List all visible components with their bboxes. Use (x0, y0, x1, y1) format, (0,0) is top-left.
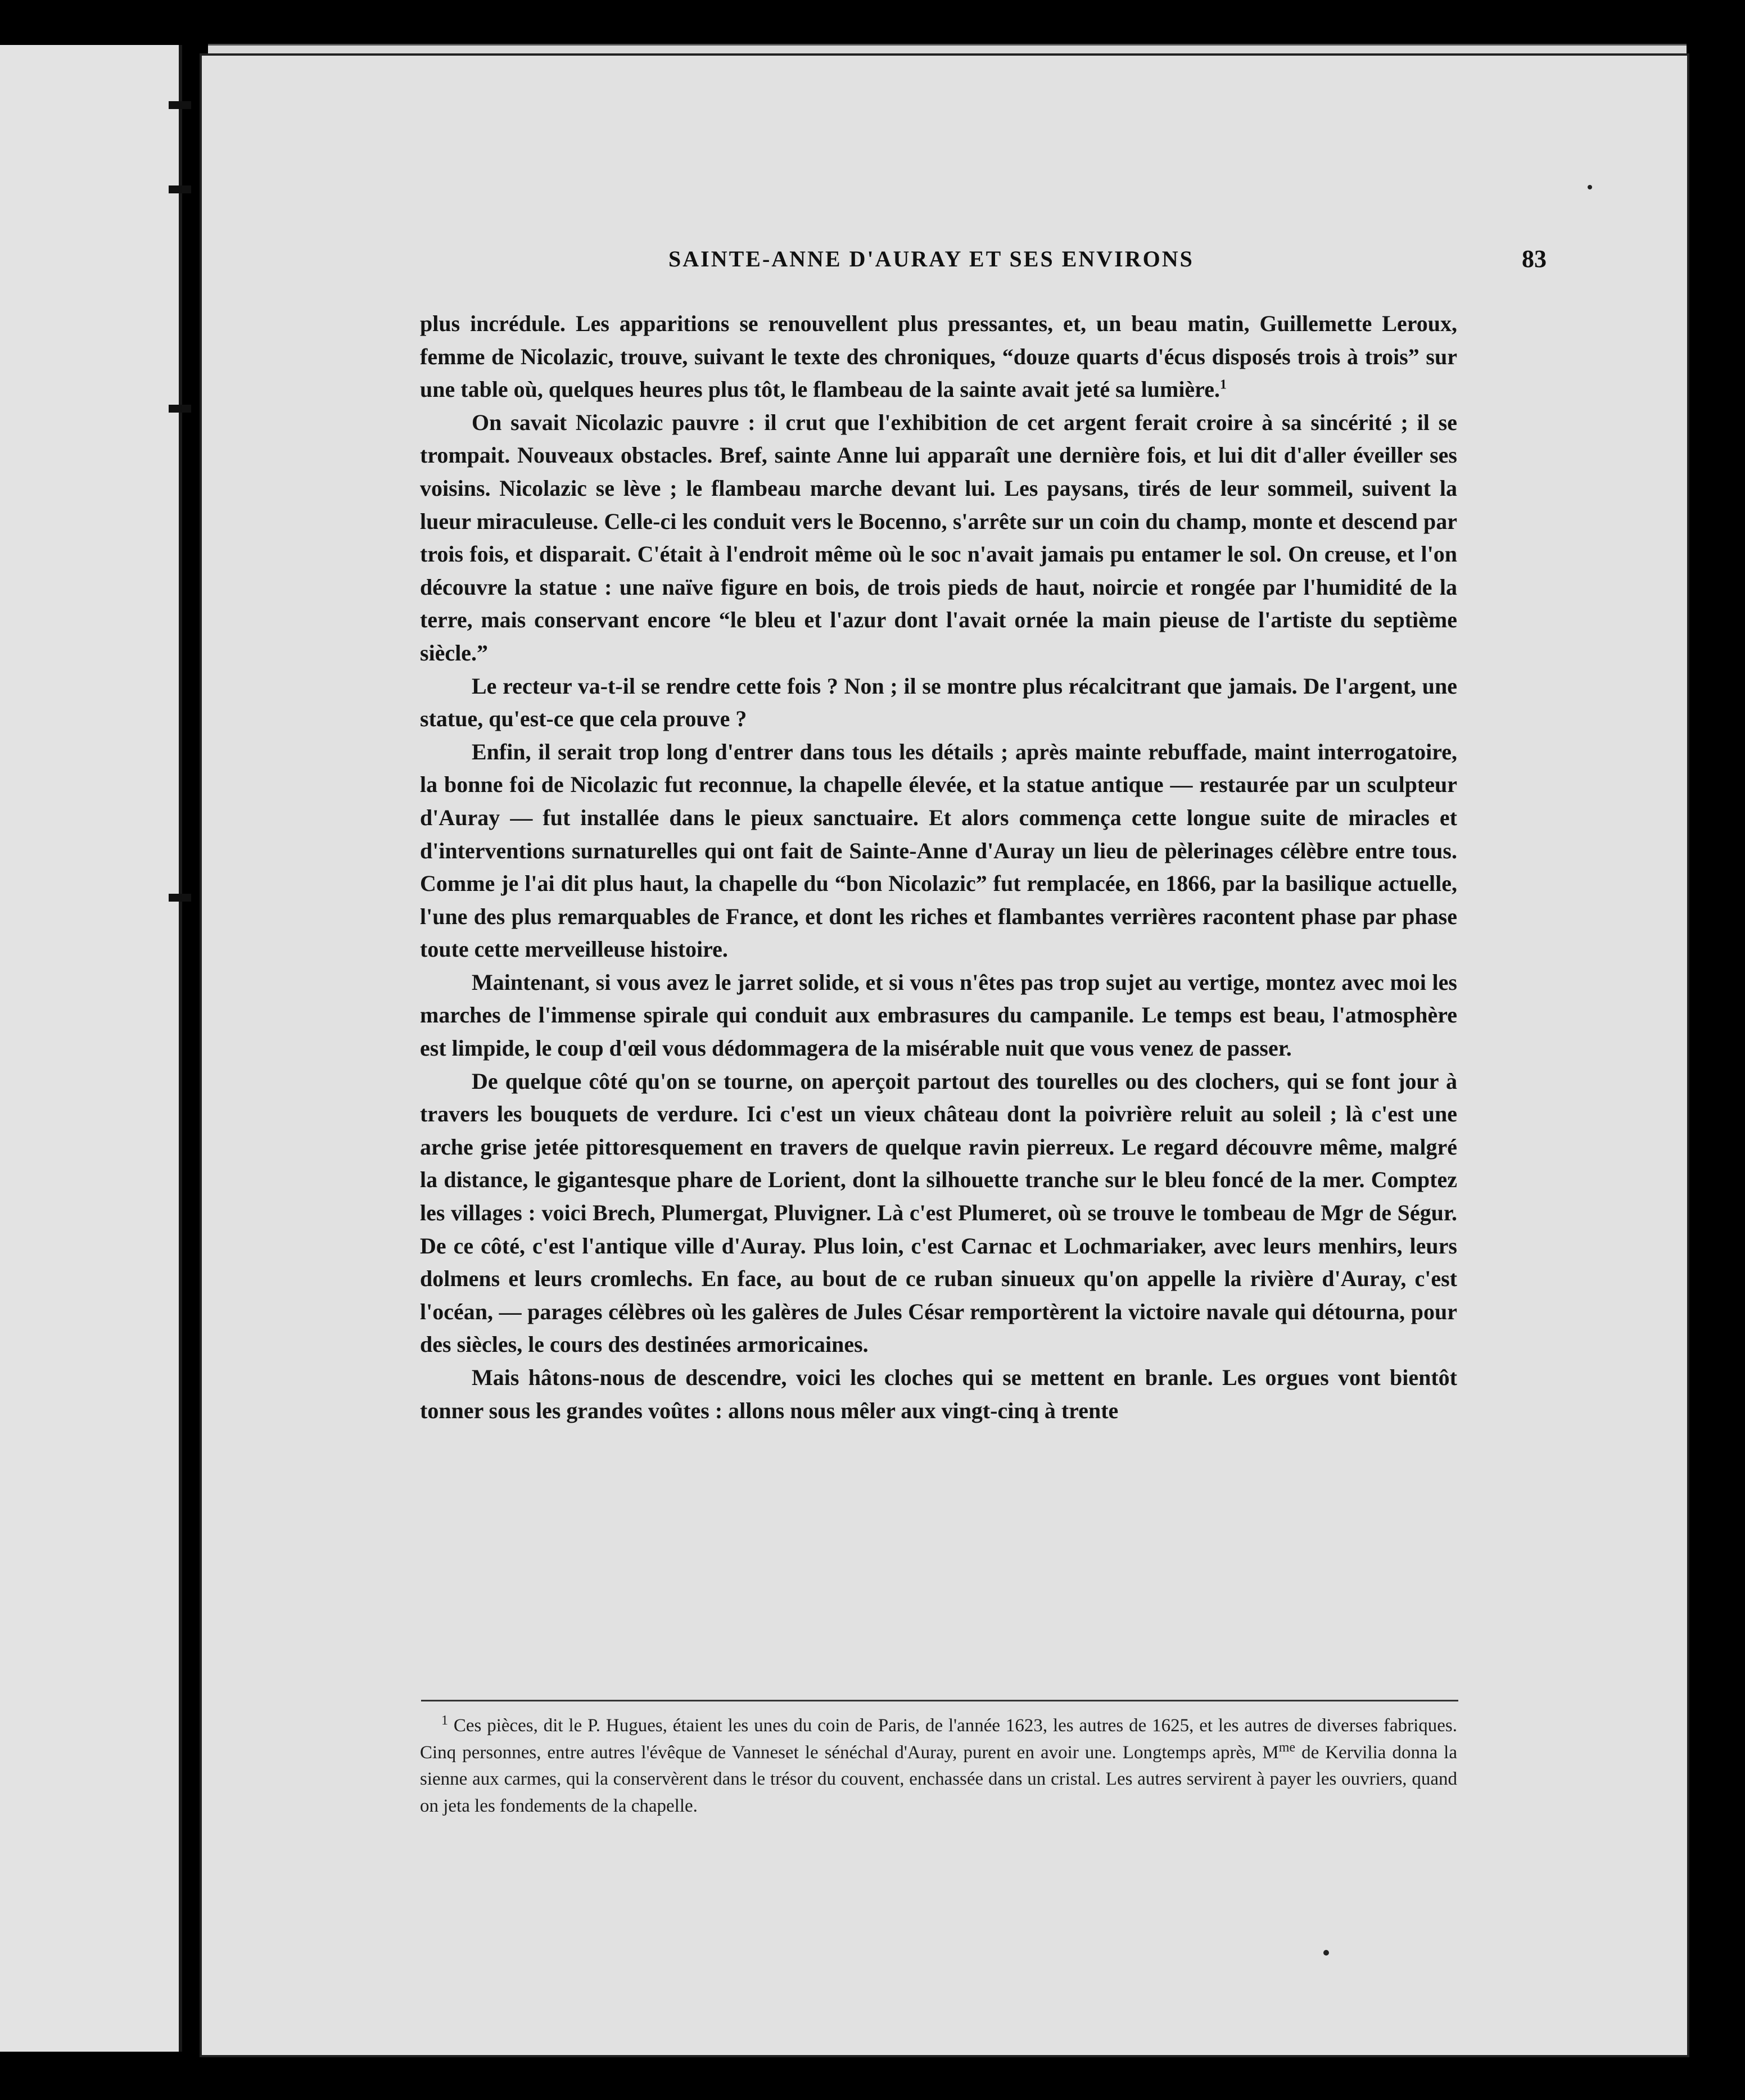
paragraph: Le recteur va-t-il se rendre cette fois ? Non ; il se montre plus récalcitrant que jamais. De l'argent, une statue, qu'est-ce que cela prouve ? (420, 673, 1457, 732)
paragraph: Mais hâtons-nous de descendre, voici les cloches qui se mettent en branle. Les orgues vont bientôt tonner sous les grandes voûtes : allons nous mêler aux vingt-cinq à trente (420, 1365, 1457, 1423)
facing-page (0, 45, 182, 2052)
page-header (202, 246, 1692, 279)
footnote (420, 1713, 1457, 1820)
footnote-rule (421, 1700, 1458, 1701)
paragraph: Maintenant, si vous avez le jarret solide, et si vous n'êtes pas trop sujet au vertige, montez avec moi les marches de l'immense spirale qui conduit aux embrasures du campanile. Le temps est beau, l'atmosphère est limpide, le coup d'œil vous dédommagera de la misérable nuit que vous venez de passer. (420, 969, 1457, 1061)
honorific-superscript: me (1278, 1740, 1296, 1755)
binding-mark (169, 894, 191, 902)
running-title: SAINTE-ANNE D'AURAY ET SES ENVIRONS (668, 246, 1194, 271)
binding-mark (169, 185, 191, 193)
paragraph: Enfin, il serait trop long d'entrer dans tous les détails ; après mainte rebuffade, maint interrogatoire, la bonne foi de Nicolazic fut reconnue, la chapelle élevée, et la statue antique — restaurée par un sculpteur d'Auray — fut installée dans le pieux sanctuaire. Et alors commença cette longue suite de miracles et d'interventions surnaturelles qui ont fait de Sainte-Anne d'Auray un lieu de pèlerinages célèbre entre tous. Comme je l'ai dit plus haut, la chapelle du “bon Nicolazic” fut remplacée, en 1866, par la basilique actuelle, l'une des plus remarquables de France, et dont les riches et flambantes verrières racontent phase par phase toute cette merveilleuse histoire. (420, 739, 1457, 962)
paper-speck (1323, 1950, 1329, 1956)
footnote-text: Ces pièces, dit le P. Hugues, étaient les unes du coin de Paris, de l'année 1623, les autres de 1625, et les autres de diverses fabriques. Cinq personnes, entre autres l'évêque de Vanneset le sénéchal d'Auray, purent en avoir une. Longtemps après, M (420, 1716, 1457, 1763)
page-number: 83 (1522, 245, 1547, 273)
body-text (420, 307, 1457, 1427)
paragraph: On savait Nicolazic pauvre : il crut que l'exhibition de cet argent ferait croire à sa sincérité ; il se trompait. Nouveaux obstacles. Bref, sainte Anne lui apparaît une dernière fois, et lui dit d'aller éveiller ses voisins. Nicolazic se lève ; le flambeau marche devant lui. Les paysans, tirés de leur sommeil, suivent la lueur miraculeuse. Celle-ci les conduit vers le Bocenno, s'arrête sur un coin du champ, monte et descend par trois fois, et disparait. C'était à l'endroit même où le soc n'avait jamais pu entamer le sol. On creuse, et l'on découvre la statue : une naïve figure en bois, de trois pieds de haut, noircie et rongée par l'humidité de la terre, mais conservant encore “le bleu et l'azur dont l'avait ornée la main pieuse de l'artiste du septième siècle.” (420, 409, 1457, 666)
paragraph: plus incrédule. Les apparitions se renouvellent plus pressantes, et, un beau matin, Guillemette Leroux, femme de Nicolazic, trouve, suivant le texte des chroniques, “douze quarts d'écus disposés trois à trois” sur une table où, quelques heures plus tôt, le flambeau de la sainte avait jeté sa lumière.$^1$ (420, 311, 1457, 402)
footnote-reference: 1 (1219, 377, 1227, 392)
paragraph: De quelque côté qu'on se tourne, on aperçoit partout des tourelles ou des clochers, qui se font jour à travers les bouquets de verdure. Ici c'est un vieux château dont la poivrière reluit au soleil ; là c'est une arche grise jetée pittoresquement en travers de quelque ravin pierreux. Le regard découvre même, malgré la distance, le gigantesque phare de Lorient, dont la silhouette tranche sur le bleu foncé de la mer. Comptez les villages : voici Brech, Plumergat, Pluvigner. Là c'est Plumeret, où se trouve le tombeau de Mgr de Ségur. De ce côté, c'est l'antique ville d'Auray. Plus loin, c'est Carnac et Lochmariaker, avec leurs menhirs, leurs dolmens et leurs cromlechs. En face, au bout de ce ruban sinueux qu'on appelle la rivière d'Auray, c'est l'océan, — parages célèbres où les galères de Jules César remportèrent la victoire navale qui détourna, pour des siècles, le cours des destinées armoricaines. (420, 1068, 1457, 1357)
footnotes (420, 1713, 1457, 1820)
binding-mark (169, 101, 191, 109)
paper-speck (1588, 185, 1592, 189)
binding-mark (169, 405, 191, 413)
footnote-text: de Kervilia donna la sienne aux carmes, qui la conservèrent dans le trésor du couvent, enchassée dans un cristal. Les autres servirent à payer les ouvriers, quand on jeta les fondements de la chapelle. (420, 1742, 1457, 1816)
footnote-mark: 1 (441, 1713, 448, 1728)
scanned-page (200, 53, 1689, 2057)
